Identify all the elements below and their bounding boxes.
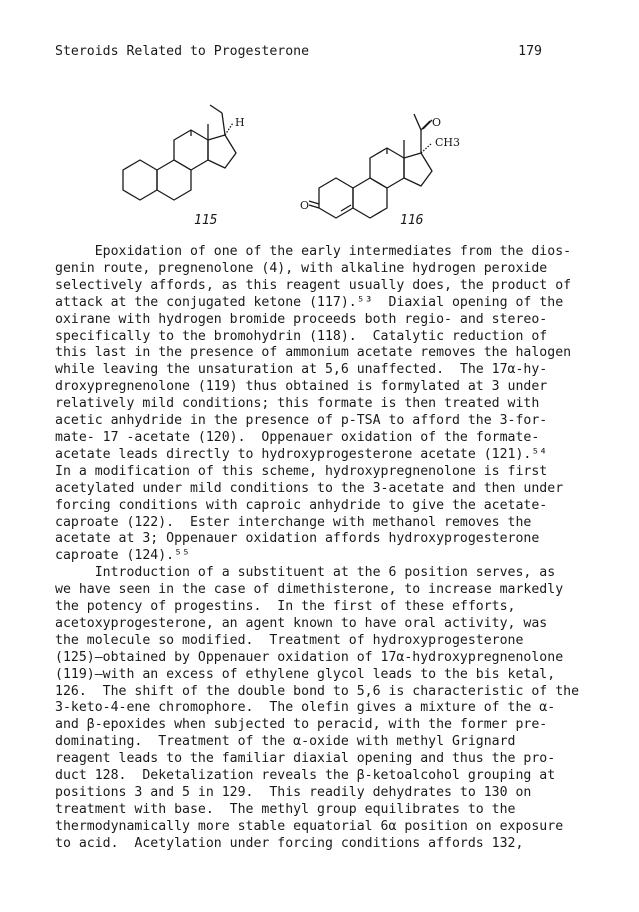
text-line: acetate at 3; Oppenauer oxidation affords hydroxyprogesterone (55, 531, 540, 547)
text-line: treatment with base. The methyl group equilibrates to the (55, 801, 516, 817)
text-line: caproate (122). Ester interchange with methanol removes the (55, 514, 532, 530)
structure-figure (0, 98, 639, 238)
text-line: In a modification of this scheme, hydroxypregnenolone is first (55, 463, 548, 479)
text-line: thermodynamically more stable equatorial 6α position on exposure (55, 818, 564, 834)
text-line: 126. The shift of the double bond to 5,6 is characteristic of the (55, 683, 580, 699)
compound-116-structure (309, 114, 432, 218)
body-text (55, 244, 580, 853)
text-line: selectively affords, as this reagent usually does, the product of (55, 277, 572, 293)
text-line: we have seen in the case of dimethisterone, to increase markedly (55, 582, 564, 598)
text-line: attack at the conjugated ketone (117).⁵³ Diaxial opening of the (55, 294, 564, 310)
text-line: relatively mild conditions; this formate is then treated with (55, 396, 540, 412)
text-line: mate- 17 -acetate (120). Oppenauer oxidation of the formate- (55, 429, 540, 445)
compound-115-structure (123, 105, 236, 200)
paragraph-six-substituent (55, 565, 580, 852)
text-line: (125)—obtained by Oppenauer oxidation of 17α-hydroxypregnenolone (55, 649, 564, 665)
text-line: the molecule so modified. Treatment of hydroxyprogesterone (55, 632, 524, 648)
text-line: 3-keto-4-ene chromophore. The olefin gives a mixture of the α- (55, 700, 556, 716)
text-line: (119)—with an excess of ethylene glycol leads to the bis ketal, (55, 666, 556, 682)
text-line: reagent leads to the familiar diaxial opening and thus the pro- (55, 751, 556, 767)
text-line: droxypregnenolone (119) thus obtained is formylated at 3 under (55, 379, 548, 395)
text-line: acetoxyprogesterone, an agent known to have oral activity, was (55, 615, 548, 631)
text-line: Introduction of a substituent at the 6 position serves, as (55, 565, 556, 581)
running-title: Steroids Related to Progesterone (55, 44, 310, 59)
text-line: acetylated under mild conditions to the 3-acetate and then under (55, 480, 564, 496)
atom-label-o-17: O (432, 116, 442, 129)
text-line: the potency of progestins. In the first of these efforts, (55, 599, 516, 615)
text-line: forcing conditions with caproic anhydride to give the acetate- (55, 497, 548, 513)
text-line: caproate (124).⁵⁵ (55, 548, 190, 564)
text-line: specifically to the bromohydrin (118). Catalytic reduction of (55, 328, 548, 344)
text-line: genin route, pregnenolone (4), with alkaline hydrogen peroxide (55, 260, 548, 276)
paragraph-epoxidation (55, 244, 572, 565)
text-line: this last in the presence of ammonium acetate removes the halogen (55, 345, 572, 361)
text-line: acetate leads directly to hydroxyprogesterone acetate (121).⁵⁴ (55, 446, 548, 462)
text-line: Epoxidation of one of the early intermediates from the dios- (55, 244, 572, 259)
atom-label-h: H (235, 116, 245, 129)
atom-label-o-3: O (300, 199, 310, 212)
text-line: dominating. Treatment of the α-oxide with methyl Grignard (55, 734, 516, 750)
page-header (55, 44, 542, 62)
page-number: 179 (518, 44, 542, 59)
text-line: oxirane with hydrogen bromide proceeds both regio- and stereo- (55, 311, 548, 327)
steroid-structures (0, 98, 639, 238)
text-line: acetic anhydride in the presence of p-TSA to afford the 3-for- (55, 413, 548, 429)
compound-label-116: 116 (400, 213, 424, 228)
text-line: positions 3 and 5 in 129. This readily dehydrates to 130 on (55, 785, 532, 800)
text-line: while leaving the unsaturation at 5,6 unaffected. The 17α-hy- (55, 362, 548, 378)
text-line: to acid. Acetylation under forcing conditions affords 132, (55, 835, 524, 851)
compound-label-115: 115 (194, 213, 218, 228)
atom-label-ch3: CH3 (435, 136, 461, 149)
text-line: duct 128. Deketalization reveals the β-ketoalcohol grouping at (55, 768, 556, 784)
text-line: and β-epoxides when subjected to peracid, with the former pre- (55, 717, 548, 733)
